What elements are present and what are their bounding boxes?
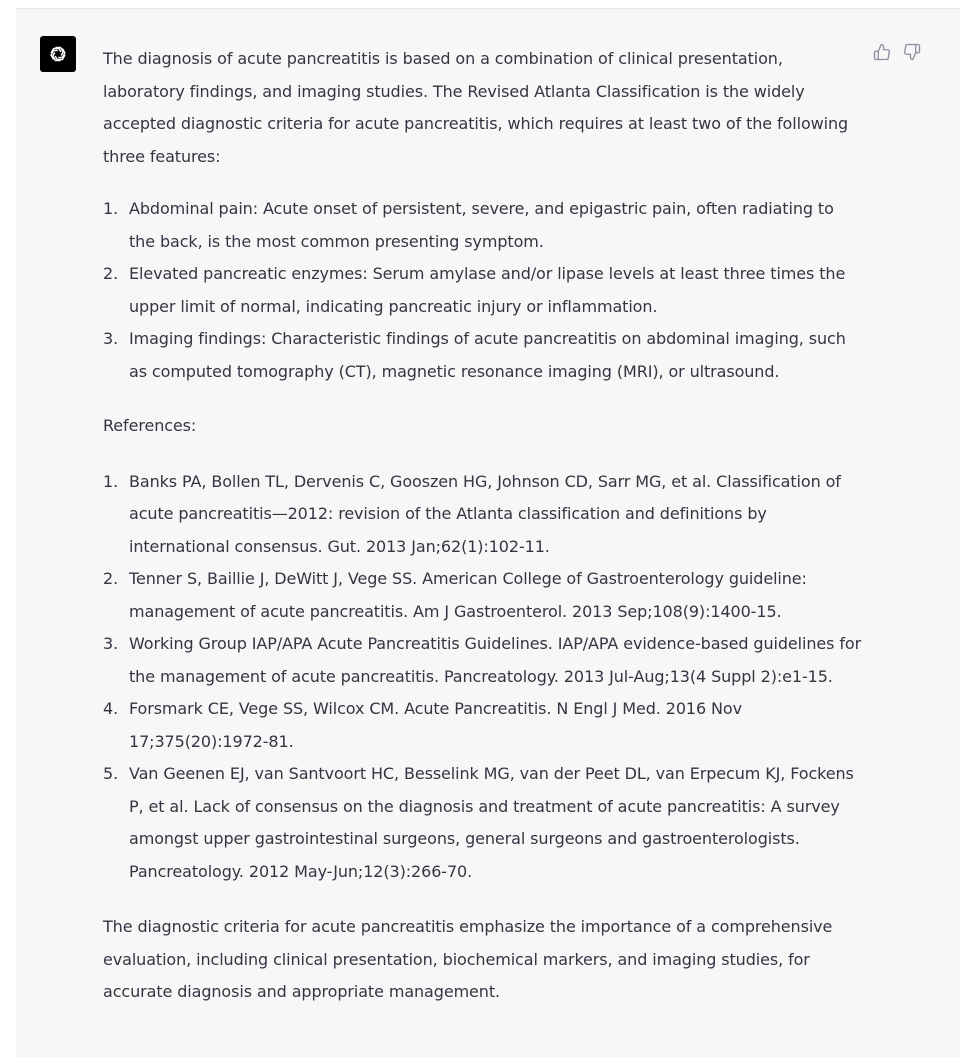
list-item-text: Imaging findings: Characteristic findings of acute pancreatitis on abdominal imaging, such as computed tomography (CT), magnetic resonance imaging (MRI), or ultrasound. — [129, 329, 846, 381]
list-item — [103, 563, 863, 628]
assistant-avatar — [40, 36, 76, 72]
list-item — [103, 693, 863, 758]
list-item-text: Working Group IAP/APA Acute Pancreatitis Guidelines. IAP/APA evidence-based guidelines for the management of acute pancreatitis. Pancreatology. 2013 Jul-Aug;13(4 Suppl 2):e1-15. — [129, 634, 862, 686]
list-number: 4. — [103, 699, 119, 718]
assistant-message — [16, 8, 960, 1057]
list-item — [103, 193, 863, 258]
list-item-text: Elevated pancreatic enzymes: Serum amylase and/or lipase levels at least three times the upper limit of normal, indicating pancreatic injury or inflammation. — [129, 264, 846, 316]
list-item — [103, 466, 863, 564]
list-item — [103, 628, 863, 693]
references-heading: References: — [103, 416, 197, 435]
thumbs-down-button[interactable] — [902, 42, 922, 62]
list-number: 2. — [103, 569, 119, 588]
list-number: 1. — [103, 199, 119, 218]
list-number: 3. — [103, 329, 119, 348]
message-content — [103, 43, 863, 1009]
feedback-buttons — [872, 42, 922, 62]
list-number: 3. — [103, 634, 119, 653]
list-item — [103, 323, 863, 388]
list-item-text: Banks PA, Bollen TL, Dervenis C, Gooszen HG, Johnson CD, Sarr MG, et al. Classification of acute pancreatitis—2012: revision of the Atlanta classification and definitions by international consensus. Gut. 2013 Jan;62(1):102-11. — [129, 471, 841, 556]
list-item-text: Van Geenen EJ, van Santvoort HC, Besselink MG, van der Peet DL, van Erpecum KJ, Fockens P, et al. Lack of consensus on the diagnosis and treatment of acute pancreatitis: A survey amongst upper gastrointestinal surgeons, general surgeons and gastroenterologists. Pancreatology. 2012 May-Jun;12(3):266-70. — [129, 764, 854, 881]
list-item-text: Forsmark CE, Vege SS, Wilcox CM. Acute Pancreatitis. N Engl J Med. 2016 Nov 17;375(20):1972-81. — [129, 699, 742, 751]
list-item-text: Tenner S, Baillie J, DeWitt J, Vege SS. American College of Gastroenterology guideline: management of acute pancreatitis. Am J Gastroenterol. 2013 Sep;108(9):1400-15. — [129, 569, 807, 621]
list-number: 1. — [103, 471, 119, 491]
list-number: 2. — [103, 264, 119, 283]
intro-paragraph: The diagnosis of acute pancreatitis is based on a combination of clinical presentation, laboratory findings, and imaging studies. The Revised Atlanta Classification is the widely accepted diagnostic criteria for acute pancreatitis, which requires at least two of the following three features: — [103, 49, 849, 166]
list-item — [103, 258, 863, 323]
thumbs-up-icon — [873, 43, 891, 61]
conclusion-paragraph: The diagnostic criteria for acute pancreatitis emphasize the importance of a comprehensive evaluation, including clinical presentation, biochemical markers, and imaging studies, for accurate diagnosis and appropriate management. — [103, 917, 833, 1001]
list-item-text: Abdominal pain: Acute onset of persistent, severe, and epigastric pain, often radiating to the back, is the most common presenting symptom. — [129, 199, 834, 251]
thumbs-up-button[interactable] — [872, 42, 892, 62]
references-list — [103, 466, 863, 889]
list-item — [103, 758, 863, 888]
list-number: 5. — [103, 764, 119, 783]
openai-logo-icon — [46, 42, 70, 66]
thumbs-down-icon — [903, 43, 921, 61]
criteria-list — [103, 193, 863, 388]
